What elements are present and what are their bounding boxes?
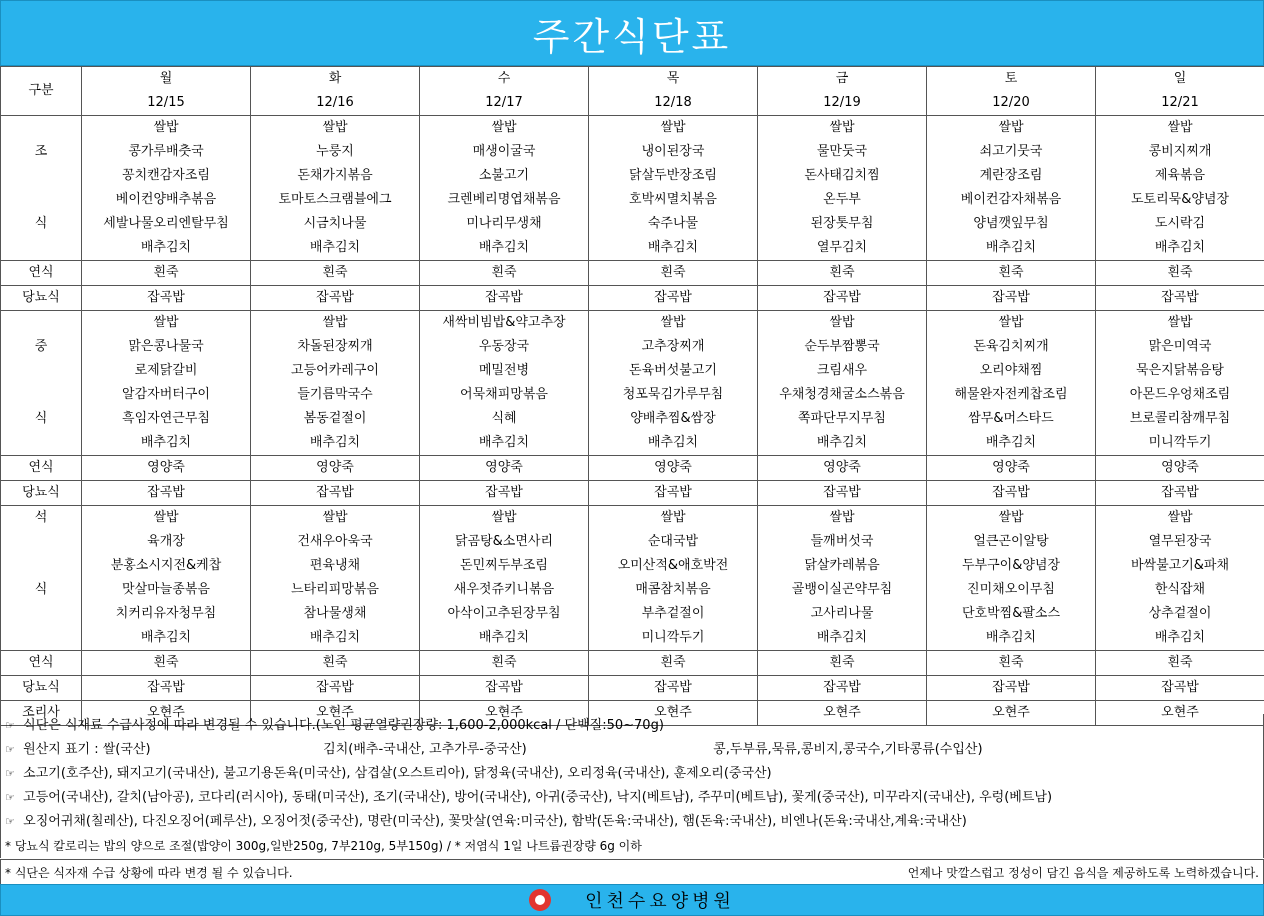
- lunch-diabetic-cell: 잡곡밥: [420, 481, 589, 506]
- breakfast-soft-cell: 흰죽: [251, 261, 420, 286]
- label-line: [1, 164, 81, 188]
- note-diabetic: * 당뇨식 칼로리는 밥의 양으로 조절(밥양이 300g,일반250g, 7부210g, 5부150g) / * 저염식 1일 나트륨권장량 6g 이하: [1, 834, 1263, 858]
- menu-item: 로제닭갈비: [82, 359, 250, 383]
- menu-item: 브로콜리참깨무침: [1096, 407, 1264, 431]
- breakfast-label-bottom: 식: [1, 212, 81, 236]
- label-line: [1, 236, 81, 260]
- menu-item: 배추김치: [1096, 626, 1264, 650]
- dinner-diabetic-cell: 잡곡밥: [927, 676, 1096, 701]
- menu-item: 배추김치: [589, 431, 757, 455]
- lunch-soft-row: [1, 456, 1264, 481]
- label-line: [1, 431, 81, 455]
- menu-item: 맑은콩나물국: [82, 335, 250, 359]
- label-line: [1, 116, 81, 140]
- note-text: 고등어(국내산), 갈치(남아공), 코다리(러시아), 동태(미국산), 조기(국내산), 방어(국내산), 아귀(중국산), 낙지(베트남), 주꾸미(베트남), 꽃게(중국산), 미꾸라지(국내산), 우렁(베트남): [23, 790, 1052, 805]
- menu-item: 배추김치: [251, 431, 419, 455]
- breakfast-soft-cell: 흰죽: [82, 261, 251, 286]
- menu-item: 계란장조림: [927, 164, 1095, 188]
- note-origin-processed: [1, 810, 1263, 834]
- cook-label: 조리사: [1, 701, 82, 726]
- menu-item: 해물완자전케찹조림: [927, 383, 1095, 407]
- menu-item: 골뱅이실곤약무침: [758, 578, 926, 602]
- menu-item: 소불고기: [420, 164, 588, 188]
- menu-item: 배추김치: [589, 236, 757, 260]
- day-name: 목: [589, 67, 757, 91]
- breakfast-soft-cell: 흰죽: [589, 261, 758, 286]
- menu-item: 베이컨양배추볶음: [82, 188, 250, 212]
- day-name: 금: [758, 67, 926, 91]
- menu-item: 들기름막국수: [251, 383, 419, 407]
- day-header: [758, 67, 927, 116]
- menu-item: 쌀밥: [589, 116, 757, 140]
- dinner-day-cell: [758, 506, 927, 651]
- menu-item: 열무김치: [758, 236, 926, 260]
- dinner-soft-cell: 흰죽: [251, 651, 420, 676]
- note-text: 식단은 식재료 수급사정에 따라 변경될 수 있습니다.(노인 평균열량권장량: 1,600-2,000kcal / 단백질:50~70g): [23, 718, 664, 733]
- menu-item: 배추김치: [1096, 236, 1264, 260]
- dinner-day-cell: [82, 506, 251, 651]
- menu-item: 새우젓쥬키니볶음: [420, 578, 588, 602]
- dinner-soft-cell: 흰죽: [758, 651, 927, 676]
- note-text: 김치(배추-국내산, 고추가루-중국산): [323, 738, 713, 762]
- breakfast-day-cell: [1096, 116, 1264, 261]
- day-header: [1096, 67, 1264, 116]
- cook-cell: 오현주: [589, 701, 758, 726]
- breakfast-soft-cell: 흰죽: [927, 261, 1096, 286]
- menu-item: 크렌베리명엽채볶음: [420, 188, 588, 212]
- menu-item: 미니깍두기: [1096, 431, 1264, 455]
- dinner-label-top: 석: [1, 506, 81, 530]
- menu-item: 배추김치: [758, 431, 926, 455]
- lunch-diabetic-cell: 잡곡밥: [589, 481, 758, 506]
- menu-item: 쌀밥: [927, 311, 1095, 335]
- dinner-soft-cell: 흰죽: [1096, 651, 1264, 676]
- dinner-diabetic-cell: 잡곡밥: [589, 676, 758, 701]
- dinner-diabetic-cell: 잡곡밥: [251, 676, 420, 701]
- menu-item: 쌀밥: [251, 116, 419, 140]
- dinner-soft-cell: 흰죽: [420, 651, 589, 676]
- menu-item: 고추장찌개: [589, 335, 757, 359]
- menu-item: 청포묵김가루무침: [589, 383, 757, 407]
- menu-item: 콩가루배춧국: [82, 140, 250, 164]
- lunch-diabetic-cell: 잡곡밥: [251, 481, 420, 506]
- menu-item: 쌀밥: [420, 116, 588, 140]
- note-origin-rice: [1, 738, 1263, 762]
- menu-item: 쌀밥: [927, 116, 1095, 140]
- breakfast-day-cell: [420, 116, 589, 261]
- lunch-diabetic-cell: 잡곡밥: [1096, 481, 1264, 506]
- dinner-soft-row: [1, 651, 1264, 676]
- menu-item: 묵은지닭볶음탕: [1096, 359, 1264, 383]
- note-text: 소고기(호주산), 돼지고기(국내산), 불고기용돈육(미국산), 삼겹살(오스트리아), 닭정육(국내산), 오리정육(국내산), 훈제오리(중국산): [23, 766, 772, 781]
- menu-item: 쪽파단무지무침: [758, 407, 926, 431]
- day-name: 일: [1096, 67, 1264, 91]
- pointing-hand-icon: ☞: [5, 738, 19, 762]
- dinner-label-bottom: 식: [1, 578, 81, 602]
- menu-item: 호박씨멸치볶음: [589, 188, 757, 212]
- menu-item: 물만둣국: [758, 140, 926, 164]
- menu-item: 맑은미역국: [1096, 335, 1264, 359]
- dinner-day-cell: [251, 506, 420, 651]
- menu-item: 돈사태김치찜: [758, 164, 926, 188]
- menu-item: 차돌된장찌개: [251, 335, 419, 359]
- footer-note-left: * 식단은 식자재 수급 상황에 따라 변경 될 수 있습니다.: [1, 864, 297, 881]
- hospital-logo-icon: [529, 889, 551, 911]
- menu-item: 배추김치: [420, 626, 588, 650]
- menu-item: 매콤참치볶음: [589, 578, 757, 602]
- pointing-hand-icon: ☞: [5, 786, 19, 810]
- day-header: [82, 67, 251, 116]
- day-name: 화: [251, 67, 419, 91]
- lunch-diabetic-cell: 잡곡밥: [82, 481, 251, 506]
- menu-item: 배추김치: [251, 236, 419, 260]
- menu-item: 냉이된장국: [589, 140, 757, 164]
- cook-cell: 오현주: [82, 701, 251, 726]
- lunch-day-cell: [758, 311, 927, 456]
- cook-cell: 오현주: [758, 701, 927, 726]
- breakfast-soft-label: 연식: [1, 261, 82, 286]
- menu-item: 콩비지찌개: [1096, 140, 1264, 164]
- menu-item: 꽁치캔감자조림: [82, 164, 250, 188]
- menu-item: 도시락김: [1096, 212, 1264, 236]
- menu-item: 한식잡채: [1096, 578, 1264, 602]
- breakfast-soft-cell: 흰죽: [1096, 261, 1264, 286]
- dinner-day-cell: [420, 506, 589, 651]
- lunch-soft-cell: 영양죽: [1096, 456, 1264, 481]
- menu-item: 식혜: [420, 407, 588, 431]
- hospital-name: 인천수요양병원: [585, 887, 735, 913]
- menu-item: 미니깍두기: [589, 626, 757, 650]
- menu-item: 닭살두반장조림: [589, 164, 757, 188]
- label-line: [1, 359, 81, 383]
- lunch-soft-cell: 영양죽: [420, 456, 589, 481]
- menu-item: 진미채오이무침: [927, 578, 1095, 602]
- breakfast-soft-cell: 흰죽: [758, 261, 927, 286]
- menu-item: 토마토스크램블에그: [251, 188, 419, 212]
- weekly-menu-table: [0, 66, 1264, 726]
- menu-item: 배추김치: [420, 236, 588, 260]
- dinner-label: [1, 506, 82, 651]
- menu-item: 아삭이고추된장무침: [420, 602, 588, 626]
- breakfast-day-cell: [589, 116, 758, 261]
- breakfast-soft-row: [1, 261, 1264, 286]
- day-date: 12/18: [589, 91, 757, 115]
- menu-item: 닭살카레볶음: [758, 554, 926, 578]
- menu-item: 쌀밥: [251, 311, 419, 335]
- note-menu-change: [1, 714, 1263, 738]
- day-date: 12/15: [82, 91, 250, 115]
- menu-item: 오미산적&애호박전: [589, 554, 757, 578]
- lunch-diabetic-cell: 잡곡밥: [927, 481, 1096, 506]
- menu-item: 쇠고기뭇국: [927, 140, 1095, 164]
- menu-item: 미나리무생채: [420, 212, 588, 236]
- label-line: [1, 188, 81, 212]
- menu-item: 닭곰탕&소면사리: [420, 530, 588, 554]
- menu-item: 배추김치: [927, 626, 1095, 650]
- menu-item: 두부구이&양념장: [927, 554, 1095, 578]
- menu-item: 쌈무&머스타드: [927, 407, 1095, 431]
- breakfast-row: [1, 116, 1264, 261]
- breakfast-label-top: 조: [1, 140, 81, 164]
- breakfast-day-cell: [82, 116, 251, 261]
- note-origin-fish: [1, 786, 1263, 810]
- lunch-soft-cell: 영양죽: [758, 456, 927, 481]
- hospital-footer: [0, 884, 1264, 916]
- menu-item: 크림새우: [758, 359, 926, 383]
- menu-item: 육개장: [82, 530, 250, 554]
- day-header: [589, 67, 758, 116]
- menu-item: 쌀밥: [251, 506, 419, 530]
- day-header: [251, 67, 420, 116]
- day-name: 수: [420, 67, 588, 91]
- menu-item: 바싹불고기&파채: [1096, 554, 1264, 578]
- menu-item: 건새우아욱국: [251, 530, 419, 554]
- breakfast-day-cell: [758, 116, 927, 261]
- lunch-day-cell: [927, 311, 1096, 456]
- menu-item: 매생이굴국: [420, 140, 588, 164]
- label-line: [1, 554, 81, 578]
- menu-item: 쌀밥: [1096, 506, 1264, 530]
- day-date: 12/20: [927, 91, 1095, 115]
- dinner-soft-cell: 흰죽: [589, 651, 758, 676]
- menu-item: 쌀밥: [589, 506, 757, 530]
- menu-item: 쌀밥: [758, 116, 926, 140]
- pointing-hand-icon: ☞: [5, 714, 19, 738]
- day-header: [927, 67, 1096, 116]
- breakfast-diabetic-cell: 잡곡밥: [82, 286, 251, 311]
- cook-cell: 오현주: [420, 701, 589, 726]
- menu-item: 도토리묵&양념장: [1096, 188, 1264, 212]
- page-title: 주간식단표: [0, 0, 1264, 66]
- menu-item: 우채청경채굴소스볶음: [758, 383, 926, 407]
- label-line: [1, 311, 81, 335]
- menu-item: 배추김치: [82, 626, 250, 650]
- lunch-soft-cell: 영양죽: [589, 456, 758, 481]
- breakfast-diabetic-cell: 잡곡밥: [589, 286, 758, 311]
- breakfast-diabetic-label: 당뇨식: [1, 286, 82, 311]
- lunch-label-bottom: 식: [1, 407, 81, 431]
- menu-item: 배추김치: [251, 626, 419, 650]
- label-line: [1, 626, 81, 650]
- menu-item: 고사리나물: [758, 602, 926, 626]
- lunch-day-cell: [1096, 311, 1264, 456]
- menu-item: 우동장국: [420, 335, 588, 359]
- note-text: 콩,두부류,묵류,콩비지,콩국수,기타콩류(수입산): [713, 738, 982, 762]
- menu-item: 분홍소시지전&케찹: [82, 554, 250, 578]
- menu-item: 순대국밥: [589, 530, 757, 554]
- menu-item: 돈육버섯불고기: [589, 359, 757, 383]
- lunch-diabetic-cell: 잡곡밥: [758, 481, 927, 506]
- dinner-day-cell: [589, 506, 758, 651]
- day-header: [420, 67, 589, 116]
- category-header: 구분: [1, 67, 82, 116]
- menu-item: 쌀밥: [927, 506, 1095, 530]
- menu-item: 쌀밥: [758, 506, 926, 530]
- menu-item: 고등어카레구이: [251, 359, 419, 383]
- menu-item: 쌀밥: [589, 311, 757, 335]
- breakfast-day-cell: [927, 116, 1096, 261]
- day-name: 월: [82, 67, 250, 91]
- menu-item: 시금치나물: [251, 212, 419, 236]
- day-date: 12/19: [758, 91, 926, 115]
- menu-item: 돈민찌두부조림: [420, 554, 588, 578]
- breakfast-diabetic-cell: 잡곡밥: [420, 286, 589, 311]
- cook-cell: 오현주: [251, 701, 420, 726]
- menu-item: 메밀전병: [420, 359, 588, 383]
- menu-item: 흑임자연근무침: [82, 407, 250, 431]
- menu-item: 돈채가지볶음: [251, 164, 419, 188]
- dinner-row: [1, 506, 1264, 651]
- pointing-hand-icon: ☞: [5, 762, 19, 786]
- menu-item: 쌀밥: [1096, 116, 1264, 140]
- lunch-day-cell: [420, 311, 589, 456]
- dinner-diabetic-cell: 잡곡밥: [758, 676, 927, 701]
- dinner-diabetic-label: 당뇨식: [1, 676, 82, 701]
- day-date: 12/16: [251, 91, 419, 115]
- menu-item: 알감자버터구이: [82, 383, 250, 407]
- note-origin-meat: [1, 762, 1263, 786]
- menu-item: 어묵채피망볶음: [420, 383, 588, 407]
- breakfast-day-cell: [251, 116, 420, 261]
- lunch-soft-cell: 영양죽: [927, 456, 1096, 481]
- menu-item: 맛살마늘종볶음: [82, 578, 250, 602]
- menu-item: 숙주나물: [589, 212, 757, 236]
- breakfast-soft-cell: 흰죽: [420, 261, 589, 286]
- menu-item: 치커리유자청무침: [82, 602, 250, 626]
- menu-item: 온두부: [758, 188, 926, 212]
- menu-item: 쌀밥: [82, 506, 250, 530]
- menu-item: 양념깻잎무침: [927, 212, 1095, 236]
- lunch-label-top: 중: [1, 335, 81, 359]
- pointing-hand-icon: ☞: [5, 810, 19, 834]
- menu-item: 단호박찜&팔소스: [927, 602, 1095, 626]
- note-text: 원산지 표기 : 쌀(국산): [23, 738, 323, 762]
- menu-item: 오리야채찜: [927, 359, 1095, 383]
- menu-item: 아몬드우엉채조림: [1096, 383, 1264, 407]
- lunch-day-cell: [82, 311, 251, 456]
- menu-item: 순두부짬뽕국: [758, 335, 926, 359]
- lunch-diabetic-label: 당뇨식: [1, 481, 82, 506]
- dinner-diabetic-row: [1, 676, 1264, 701]
- breakfast-diabetic-cell: 잡곡밥: [927, 286, 1096, 311]
- lunch-label: [1, 311, 82, 456]
- dinner-day-cell: [927, 506, 1096, 651]
- menu-item: 제육볶음: [1096, 164, 1264, 188]
- lunch-soft-cell: 영양죽: [82, 456, 251, 481]
- footer-note: [0, 859, 1264, 885]
- dinner-soft-label: 연식: [1, 651, 82, 676]
- menu-item: 배추김치: [420, 431, 588, 455]
- menu-item: 베이컨감자채볶음: [927, 188, 1095, 212]
- lunch-day-cell: [589, 311, 758, 456]
- menu-item: 양배추찜&쌈장: [589, 407, 757, 431]
- dinner-soft-cell: 흰죽: [82, 651, 251, 676]
- menu-item: 쌀밥: [420, 506, 588, 530]
- menu-item: 배추김치: [927, 431, 1095, 455]
- menu-item: 누룽지: [251, 140, 419, 164]
- menu-item: 배추김치: [927, 236, 1095, 260]
- dinner-diabetic-cell: 잡곡밥: [420, 676, 589, 701]
- menu-item: 돈육김치찌개: [927, 335, 1095, 359]
- menu-item: 세발나물오리엔탈무침: [82, 212, 250, 236]
- dinner-day-cell: [1096, 506, 1264, 651]
- menu-item: 들깨버섯국: [758, 530, 926, 554]
- label-line: [1, 383, 81, 407]
- breakfast-diabetic-cell: 잡곡밥: [251, 286, 420, 311]
- menu-item: 참나물생채: [251, 602, 419, 626]
- menu-item: 배추김치: [758, 626, 926, 650]
- note-text: 오징어귀채(칠레산), 다진오징어(페루산), 오징어젓(중국산), 명란(미국산), 꽃맛살(연육:미국산), 함박(돈육:국내산), 햄(돈육:국내산), 비엔나(돈육:국내산,계육:국내산): [23, 814, 967, 829]
- breakfast-diabetic-cell: 잡곡밥: [1096, 286, 1264, 311]
- lunch-day-cell: [251, 311, 420, 456]
- day-name: 토: [927, 67, 1095, 91]
- menu-item: 열무된장국: [1096, 530, 1264, 554]
- breakfast-diabetic-row: [1, 286, 1264, 311]
- breakfast-diabetic-cell: 잡곡밥: [758, 286, 927, 311]
- menu-item: 느타리피망볶음: [251, 578, 419, 602]
- lunch-diabetic-row: [1, 481, 1264, 506]
- cook-cell: 오현주: [1096, 701, 1264, 726]
- menu-item: 상추겉절이: [1096, 602, 1264, 626]
- menu-item: 쌀밥: [82, 311, 250, 335]
- menu-item: 봄동겉절이: [251, 407, 419, 431]
- menu-item: 편육냉채: [251, 554, 419, 578]
- menu-item: 배추김치: [82, 431, 250, 455]
- dinner-diabetic-cell: 잡곡밥: [82, 676, 251, 701]
- cook-cell: 오현주: [927, 701, 1096, 726]
- notes-section: [0, 714, 1264, 858]
- dinner-label-top: [1, 530, 81, 554]
- day-date: 12/17: [420, 91, 588, 115]
- day-header-row: [1, 67, 1264, 116]
- menu-item: 된장톳무침: [758, 212, 926, 236]
- lunch-soft-cell: 영양죽: [251, 456, 420, 481]
- menu-item: 얼큰곤이알탕: [927, 530, 1095, 554]
- dinner-diabetic-cell: 잡곡밥: [1096, 676, 1264, 701]
- day-date: 12/21: [1096, 91, 1264, 115]
- dinner-label-bottom: [1, 602, 81, 626]
- lunch-row: [1, 311, 1264, 456]
- menu-item: 쌀밥: [1096, 311, 1264, 335]
- lunch-soft-label: 연식: [1, 456, 82, 481]
- footer-note-right: 언제나 맛깔스럽고 정성이 담긴 음식을 제공하도록 노력하겠습니다.: [904, 864, 1263, 881]
- breakfast-label: [1, 116, 82, 261]
- menu-item: 새싹비빔밥&약고추장: [420, 311, 588, 335]
- menu-item: 쌀밥: [82, 116, 250, 140]
- menu-item: 쌀밥: [758, 311, 926, 335]
- dinner-soft-cell: 흰죽: [927, 651, 1096, 676]
- menu-item: 부추겉절이: [589, 602, 757, 626]
- menu-item: 배추김치: [82, 236, 250, 260]
